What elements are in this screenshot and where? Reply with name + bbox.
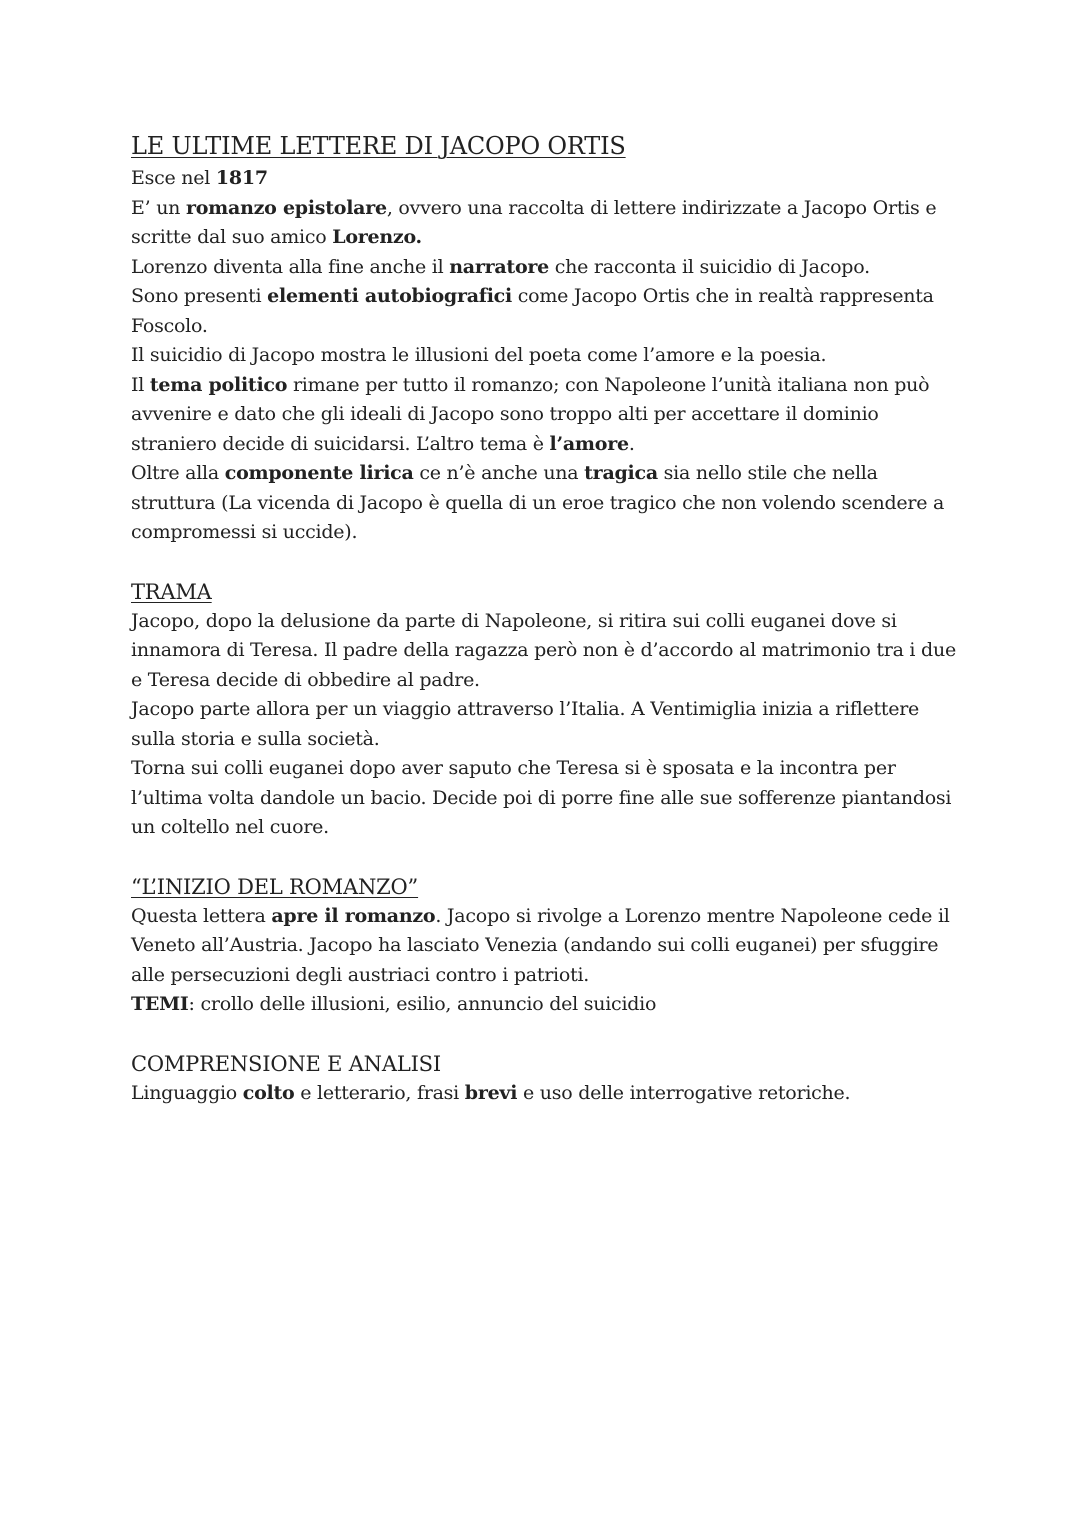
text-run: Linguaggio — [131, 1081, 243, 1104]
text-run: Jacopo, dopo la delusione da parte di Napoleone, si ritira sui colli euganei dove si innamora di Teresa. Il padre della ragazza però non è d’accordo al matrimonio tra i due e Teresa decide di obbedire al padre. — [131, 609, 956, 691]
bold-text: Lorenzo. — [332, 226, 422, 248]
text-run: rimane per tutto il romanzo; con Napoleone l’unità italiana non può avvenire e dato che gli ideali di Jacopo sono troppo alti per accettare il dominio straniero decide di suicidarsi. L’altro tema è — [131, 373, 930, 455]
text-run: Sono presenti — [131, 285, 268, 307]
paragraph — [131, 607, 961, 696]
inizio-body — [131, 902, 961, 1020]
text-run: . — [628, 432, 635, 455]
text-run: Lorenzo diventa alla fine anche il — [131, 255, 450, 278]
text-run: Torna sui colli euganei dopo aver saputo che Teresa si è sposata e la incontra per l’ultima volta dandole un bacio. Decide poi di porre fine alle sue sofferenze piantandosi un coltello nel cuore. — [131, 757, 952, 838]
trama-section — [131, 577, 961, 843]
paragraph — [131, 990, 961, 1020]
text-run: Jacopo parte allora per un viaggio attraverso l’Italia. A Ventimiglia inizia a riflettere sulla storia e sulla società. — [131, 698, 920, 750]
bold-text: tragica — [584, 462, 658, 484]
text-run: Il suicidio di Jacopo mostra le illusioni del poeta come l’amore e la poesia. — [131, 344, 827, 366]
text-run: sia nello stile che nella struttura (La vicenda di Jacopo è quella di un eroe tragico che non volendo scendere a compromessi si uccide). — [131, 462, 945, 543]
paragraph — [131, 341, 961, 371]
bold-text: romanzo epistolare — [185, 196, 387, 219]
text-run: : crollo delle illusioni, esilio, annuncio del suicidio — [188, 993, 657, 1015]
text-run: Esce nel — [131, 167, 216, 189]
bold-text: l’amore — [549, 432, 629, 455]
analisi-heading: COMPRENSIONE E ANALISI — [131, 1051, 441, 1076]
text-run: ce n’è anche una — [413, 462, 585, 484]
trama-body — [131, 607, 961, 843]
paragraph — [131, 253, 961, 283]
bold-text: narratore — [449, 255, 549, 278]
text-run: Il — [131, 373, 150, 396]
text-run: e letterario, frasi — [294, 1081, 465, 1104]
bold-text: colto — [242, 1081, 295, 1104]
paragraph — [131, 902, 961, 991]
bold-text: elementi autobiografici — [267, 285, 512, 307]
inizio-section — [131, 872, 961, 1020]
bold-text: 1817 — [215, 167, 268, 189]
bold-text: apre il romanzo — [271, 904, 436, 927]
trama-heading: TRAMA — [131, 579, 212, 604]
analisi-section — [131, 1049, 961, 1109]
paragraph — [131, 371, 961, 460]
inizio-heading: “L’INIZIO DEL ROMANZO” — [131, 874, 419, 899]
section-gap — [131, 1020, 961, 1049]
paragraph — [131, 194, 961, 253]
bold-text: tema politico — [149, 373, 288, 396]
analisi-body — [131, 1079, 961, 1109]
text-run: che racconta il suicidio di Jacopo. — [548, 255, 870, 278]
section-gap — [131, 843, 961, 872]
document-page — [131, 128, 961, 1108]
text-run: E’ un — [131, 196, 186, 219]
text-run: , ovvero una raccolta di lettere indirizzate a Jacopo Ortis e scritte dal suo amico — [131, 196, 937, 248]
section-gap — [131, 548, 961, 577]
document-title: LE ULTIME LETTERE DI JACOPO ORTIS — [131, 132, 626, 160]
paragraph — [131, 695, 961, 754]
bold-text: componente lirica — [224, 462, 414, 484]
text-run: come Jacopo Ortis che in realtà rappresenta Foscolo. — [131, 285, 934, 337]
paragraph — [131, 754, 961, 843]
paragraph — [131, 1079, 961, 1109]
intro-section — [131, 164, 961, 548]
paragraph — [131, 459, 961, 548]
paragraph — [131, 164, 961, 194]
text-run: Questa lettera — [131, 904, 272, 927]
bold-text: TEMI — [131, 993, 189, 1015]
paragraph — [131, 282, 961, 341]
text-run: e uso delle interrogative retoriche. — [517, 1081, 851, 1104]
bold-text: brevi — [464, 1081, 518, 1104]
text-run: . Jacopo si rivolge a Lorenzo mentre Napoleone cede il Veneto all’Austria. Jacopo ha lasciato Venezia (andando sui colli euganei) per sfuggire alle persecuzioni degli austriaci contro i patrioti. — [131, 904, 950, 986]
text-run: Oltre alla — [131, 462, 225, 484]
